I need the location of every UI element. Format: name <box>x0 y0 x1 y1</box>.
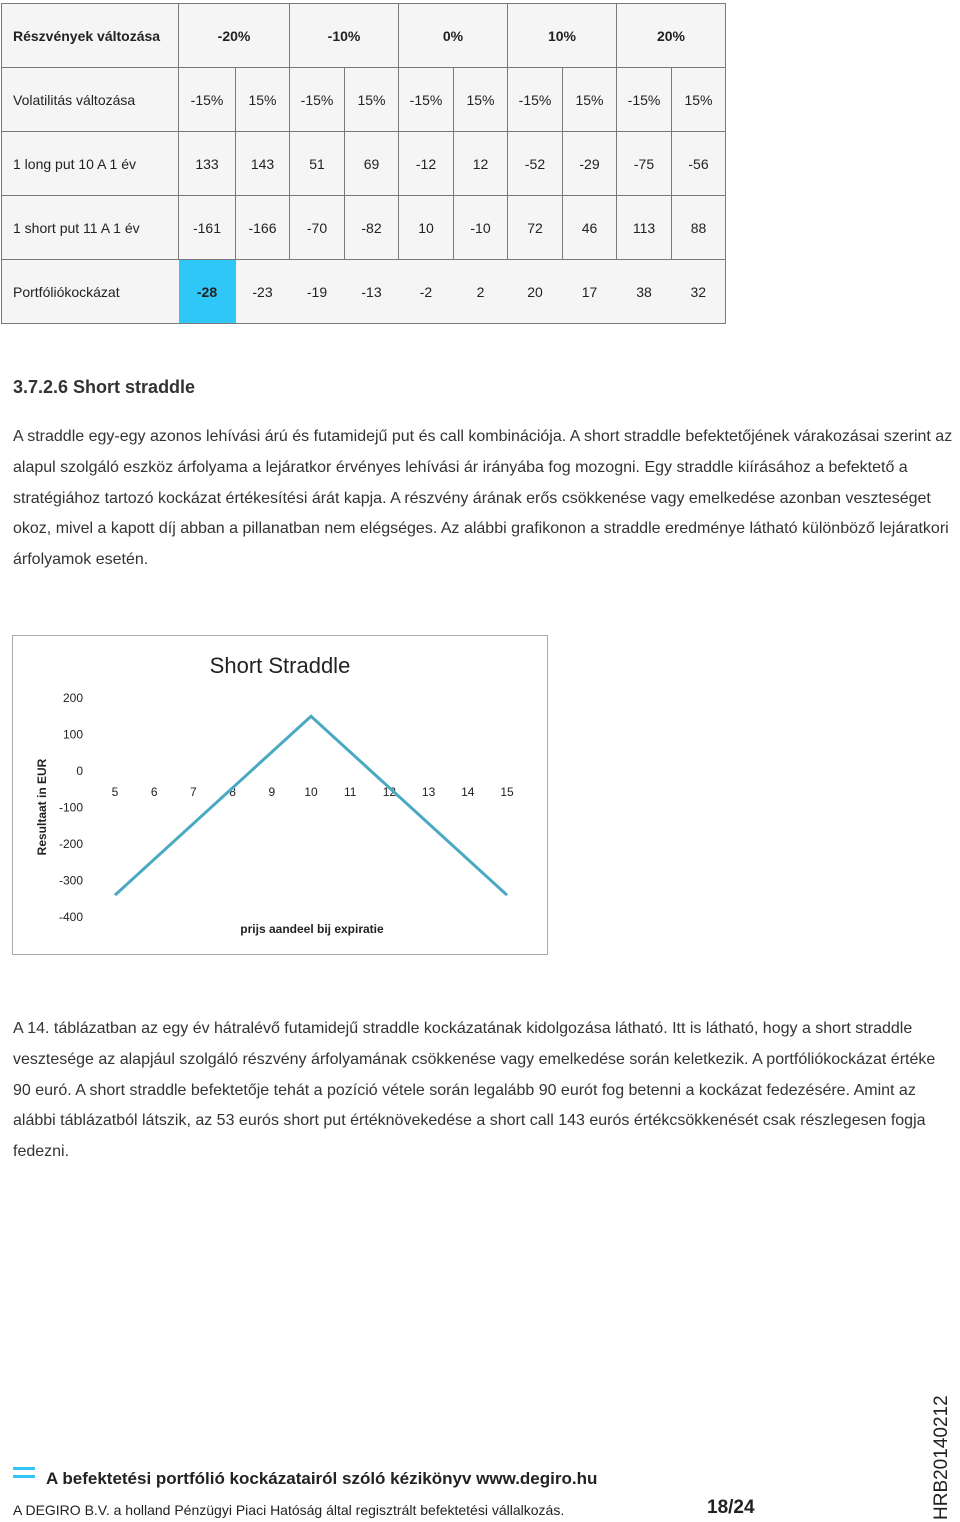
table-cell: 38 <box>617 260 672 324</box>
table-row <box>2 4 726 68</box>
series-line <box>115 716 507 895</box>
table-cell: 32 <box>672 260 726 324</box>
y-tick-label: 0 <box>76 764 83 778</box>
table-cell: -10% <box>290 4 399 68</box>
table-cell: -15% <box>290 68 345 132</box>
table-cell: 15% <box>345 68 399 132</box>
y-tick-label: 200 <box>62 691 83 705</box>
table-cell: -10 <box>454 196 508 260</box>
x-tick-label: 8 <box>229 785 236 799</box>
footer-title: A befektetési portfólió kockázatairól szóló kézikönyv www.degiro.hu <box>46 1469 598 1488</box>
x-tick-label: 10 <box>304 785 318 799</box>
table-cell: -15% <box>508 68 563 132</box>
chart-series <box>115 716 507 895</box>
chart-canvas <box>13 636 547 954</box>
table-cell: 72 <box>508 196 563 260</box>
x-tick-label: 15 <box>500 785 514 799</box>
table-cell: 20% <box>617 4 726 68</box>
table-cell: 15% <box>563 68 617 132</box>
table-cell: -82 <box>345 196 399 260</box>
table-cell: -20% <box>179 4 290 68</box>
short-straddle-chart <box>12 635 548 955</box>
x-tick-label: 13 <box>421 785 436 799</box>
row-label: 1 short put 11 A 1 év <box>2 196 179 260</box>
x-tick-label: 6 <box>150 785 158 799</box>
table-cell: -23 <box>236 260 290 324</box>
table-cell: -2 <box>399 260 454 324</box>
document-code: HRB20140212 <box>931 1395 952 1520</box>
table-row <box>2 260 726 324</box>
row-label: 1 long put 10 A 1 év <box>2 132 179 196</box>
x-tick-label: 9 <box>268 785 276 799</box>
table-row <box>2 68 726 132</box>
table-cell: 143 <box>236 132 290 196</box>
highlighted-cell: -28 <box>179 260 236 324</box>
table-cell: -15% <box>617 68 672 132</box>
analysis-paragraph: A 14. táblázatban az egy év hátralévő futamidejű straddle kockázatának kidolgozása látható. Itt is látható, hogy a short straddle vesztesége az alapjául szolgáló részvény árfolyamának csökkenése vagy emelkedése során keletkezik. A portfóliókockázat értéke 90 euró. A short straddle befektetője tehát a pozíció vétele során legalább 90 eurót fog betenni a kockázat fedezésére. Amint az alábbi táblázatból látszik, az 53 eurós short put értéknövekedése a short call 143 eurós értékcsökkenését csak részlegesen fogja fedezni. <box>13 1020 936 1161</box>
table-cell: 20 <box>508 260 563 324</box>
y-axis-label: Resultaat in EUR <box>35 758 49 856</box>
x-axis-label: prijs aandeel bij expiratie <box>240 922 384 936</box>
equals-logo-icon <box>13 1465 35 1481</box>
table-cell: 0% <box>399 4 508 68</box>
table-cell: 15% <box>236 68 290 132</box>
table-cell: -56 <box>672 132 726 196</box>
x-tick-label: 7 <box>190 785 197 799</box>
x-tick-label: 12 <box>382 785 397 799</box>
table-cell: -15% <box>399 68 454 132</box>
table-cell: -161 <box>179 196 236 260</box>
table-cell: 10% <box>508 4 617 68</box>
table-cell: -166 <box>236 196 290 260</box>
table-cell: 15% <box>454 68 508 132</box>
table-cell: 17 <box>563 260 617 324</box>
y-tick-label: -200 <box>58 837 83 851</box>
table-cell: -19 <box>290 260 345 324</box>
x-tick-label: 14 <box>461 785 475 799</box>
table-cell: -70 <box>290 196 345 260</box>
section-heading: 3.7.2.6 Short straddle <box>13 377 196 397</box>
table-cell: -12 <box>399 132 454 196</box>
intro-paragraph: A straddle egy-egy azonos lehívási árú és futamidejű put és call kombinációja. A short straddle befektetőjének várakozásai szerint az alapul szolgáló eszköz árfolyama a lejáratkor érvényes lehívási ár irányába fog mozogni. Egy straddle kiírásához a befektető a stratégiához tartozó kockázat értékesítési árát kapja. A részvény árának erős csökkenése vagy emelkedése azonban veszteséget okoz, mivel a kapott díj abban a pillanatban nem elégséges. Az alábbi grafikonon a straddle eredménye látható különböző lejáratkori árfolyamok esetén. <box>13 428 953 569</box>
table-cell: 133 <box>179 132 236 196</box>
y-tick-label: -400 <box>58 910 83 924</box>
table-row <box>2 196 726 260</box>
table-cell: 88 <box>672 196 726 260</box>
table-cell: -52 <box>508 132 563 196</box>
risk-table <box>1 3 726 324</box>
row-label: Részvények változása <box>2 4 179 68</box>
table-cell: -29 <box>563 132 617 196</box>
table-cell: 51 <box>290 132 345 196</box>
y-tick-label: -300 <box>58 873 83 888</box>
table-cell: -13 <box>345 260 399 324</box>
page-number: 18/24 <box>707 1497 755 1518</box>
x-tick-label: 11 <box>343 785 357 799</box>
x-tick-label: 5 <box>111 785 119 799</box>
y-tick-label: 100 <box>62 727 83 742</box>
row-label: Volatilitás változása <box>2 68 179 132</box>
y-tick-labels <box>59 691 83 924</box>
row-label: Portfóliókockázat <box>2 260 179 324</box>
table-cell: 69 <box>345 132 399 196</box>
table-cell: -15% <box>179 68 236 132</box>
y-tick-label: -100 <box>58 800 83 815</box>
table-cell: 113 <box>617 196 672 260</box>
table-row <box>2 132 726 196</box>
table-cell: 46 <box>563 196 617 260</box>
table-cell: 12 <box>454 132 508 196</box>
x-tick-labels <box>112 785 514 799</box>
table-cell: -75 <box>617 132 672 196</box>
footer-note: A DEGIRO B.V. a holland Pénzügyi Piaci Hatóság által regisztrált befektetési vállalkozás. <box>13 1502 565 1518</box>
table-cell: 10 <box>399 196 454 260</box>
chart-title: Short Straddle <box>209 653 351 678</box>
table-cell: 15% <box>672 68 726 132</box>
table-cell: 2 <box>454 260 508 324</box>
